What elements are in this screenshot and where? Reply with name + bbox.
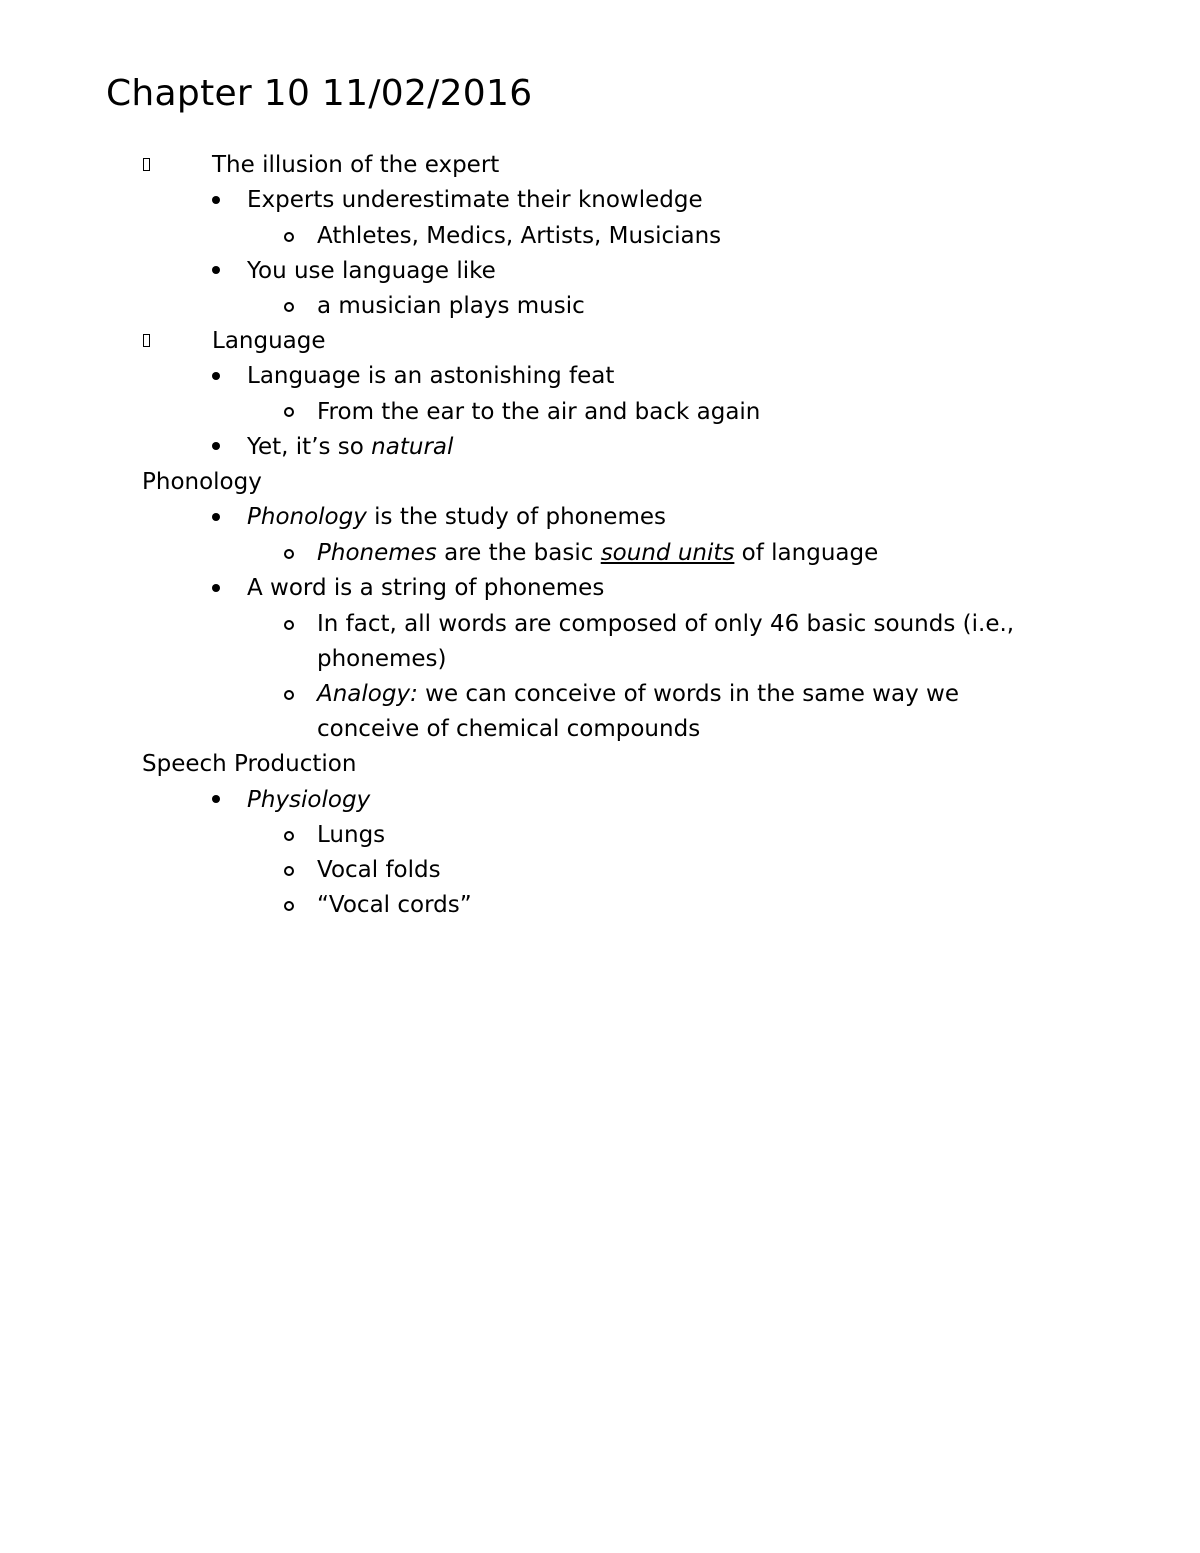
disc-bullet-icon xyxy=(212,513,220,521)
list-item xyxy=(247,785,370,815)
list-item: Lungs xyxy=(317,822,386,848)
disc-bullet-icon xyxy=(212,372,220,380)
disc-bullet-icon xyxy=(212,795,220,803)
list-item: Athletes, Medics, Artists, Musicians xyxy=(317,223,722,249)
list-item-continuation: conceive of chemical compounds xyxy=(317,716,701,742)
list-item-continuation: phonemes) xyxy=(317,646,447,672)
circle-bullet-icon xyxy=(284,620,294,630)
square-bullet-icon xyxy=(143,334,150,347)
list-item: “Vocal cords” xyxy=(317,892,472,918)
list-item-text: of language xyxy=(734,540,879,566)
disc-bullet-icon xyxy=(212,442,220,450)
underlined-term: sound units xyxy=(600,540,735,566)
list-item: Experts underestimate their knowledge xyxy=(247,187,703,213)
italic-term: Phonemes xyxy=(317,540,437,566)
list-item: Language is an astonishing feat xyxy=(247,363,615,389)
list-item xyxy=(317,538,878,568)
list-item: A word is a string of phonemes xyxy=(247,575,605,601)
circle-bullet-icon xyxy=(284,866,294,876)
list-item: a musician plays music xyxy=(317,293,585,319)
italic-term: natural xyxy=(371,434,454,460)
square-bullet-icon xyxy=(143,158,150,171)
italic-term: Analogy: xyxy=(317,681,418,707)
circle-bullet-icon xyxy=(284,232,294,242)
list-item: You use language like xyxy=(247,258,496,284)
list-item: Vocal folds xyxy=(317,857,441,883)
list-item-text: are the basic xyxy=(436,540,601,566)
outline-heading-language: Language xyxy=(212,328,326,354)
disc-bullet-icon xyxy=(212,584,220,592)
section-heading-speech-production: Speech Production xyxy=(142,751,357,777)
list-item-text: we can conceive of words in the same way we xyxy=(417,681,959,707)
list-item-text: Yet, it’s so xyxy=(247,434,372,460)
circle-bullet-icon xyxy=(284,831,294,841)
disc-bullet-icon xyxy=(212,266,220,274)
circle-bullet-icon xyxy=(284,690,294,700)
circle-bullet-icon xyxy=(284,549,294,559)
list-item xyxy=(247,432,453,462)
circle-bullet-icon xyxy=(284,302,294,312)
page-title: Chapter 10 11/02/2016 xyxy=(106,73,533,114)
outline-heading-illusion: The illusion of the expert xyxy=(212,152,500,178)
list-item-text: is the study of phonemes xyxy=(366,504,666,530)
list-item xyxy=(247,502,666,532)
section-heading-phonology: Phonology xyxy=(142,469,262,495)
italic-term: Phonology xyxy=(247,504,367,530)
disc-bullet-icon xyxy=(212,196,220,204)
circle-bullet-icon xyxy=(284,407,294,417)
list-item xyxy=(317,679,959,709)
list-item: In fact, all words are composed of only 46 basic sounds (i.e., xyxy=(317,611,1015,637)
list-item: From the ear to the air and back again xyxy=(317,399,761,425)
circle-bullet-icon xyxy=(284,901,294,911)
italic-term: Physiology xyxy=(247,787,371,813)
